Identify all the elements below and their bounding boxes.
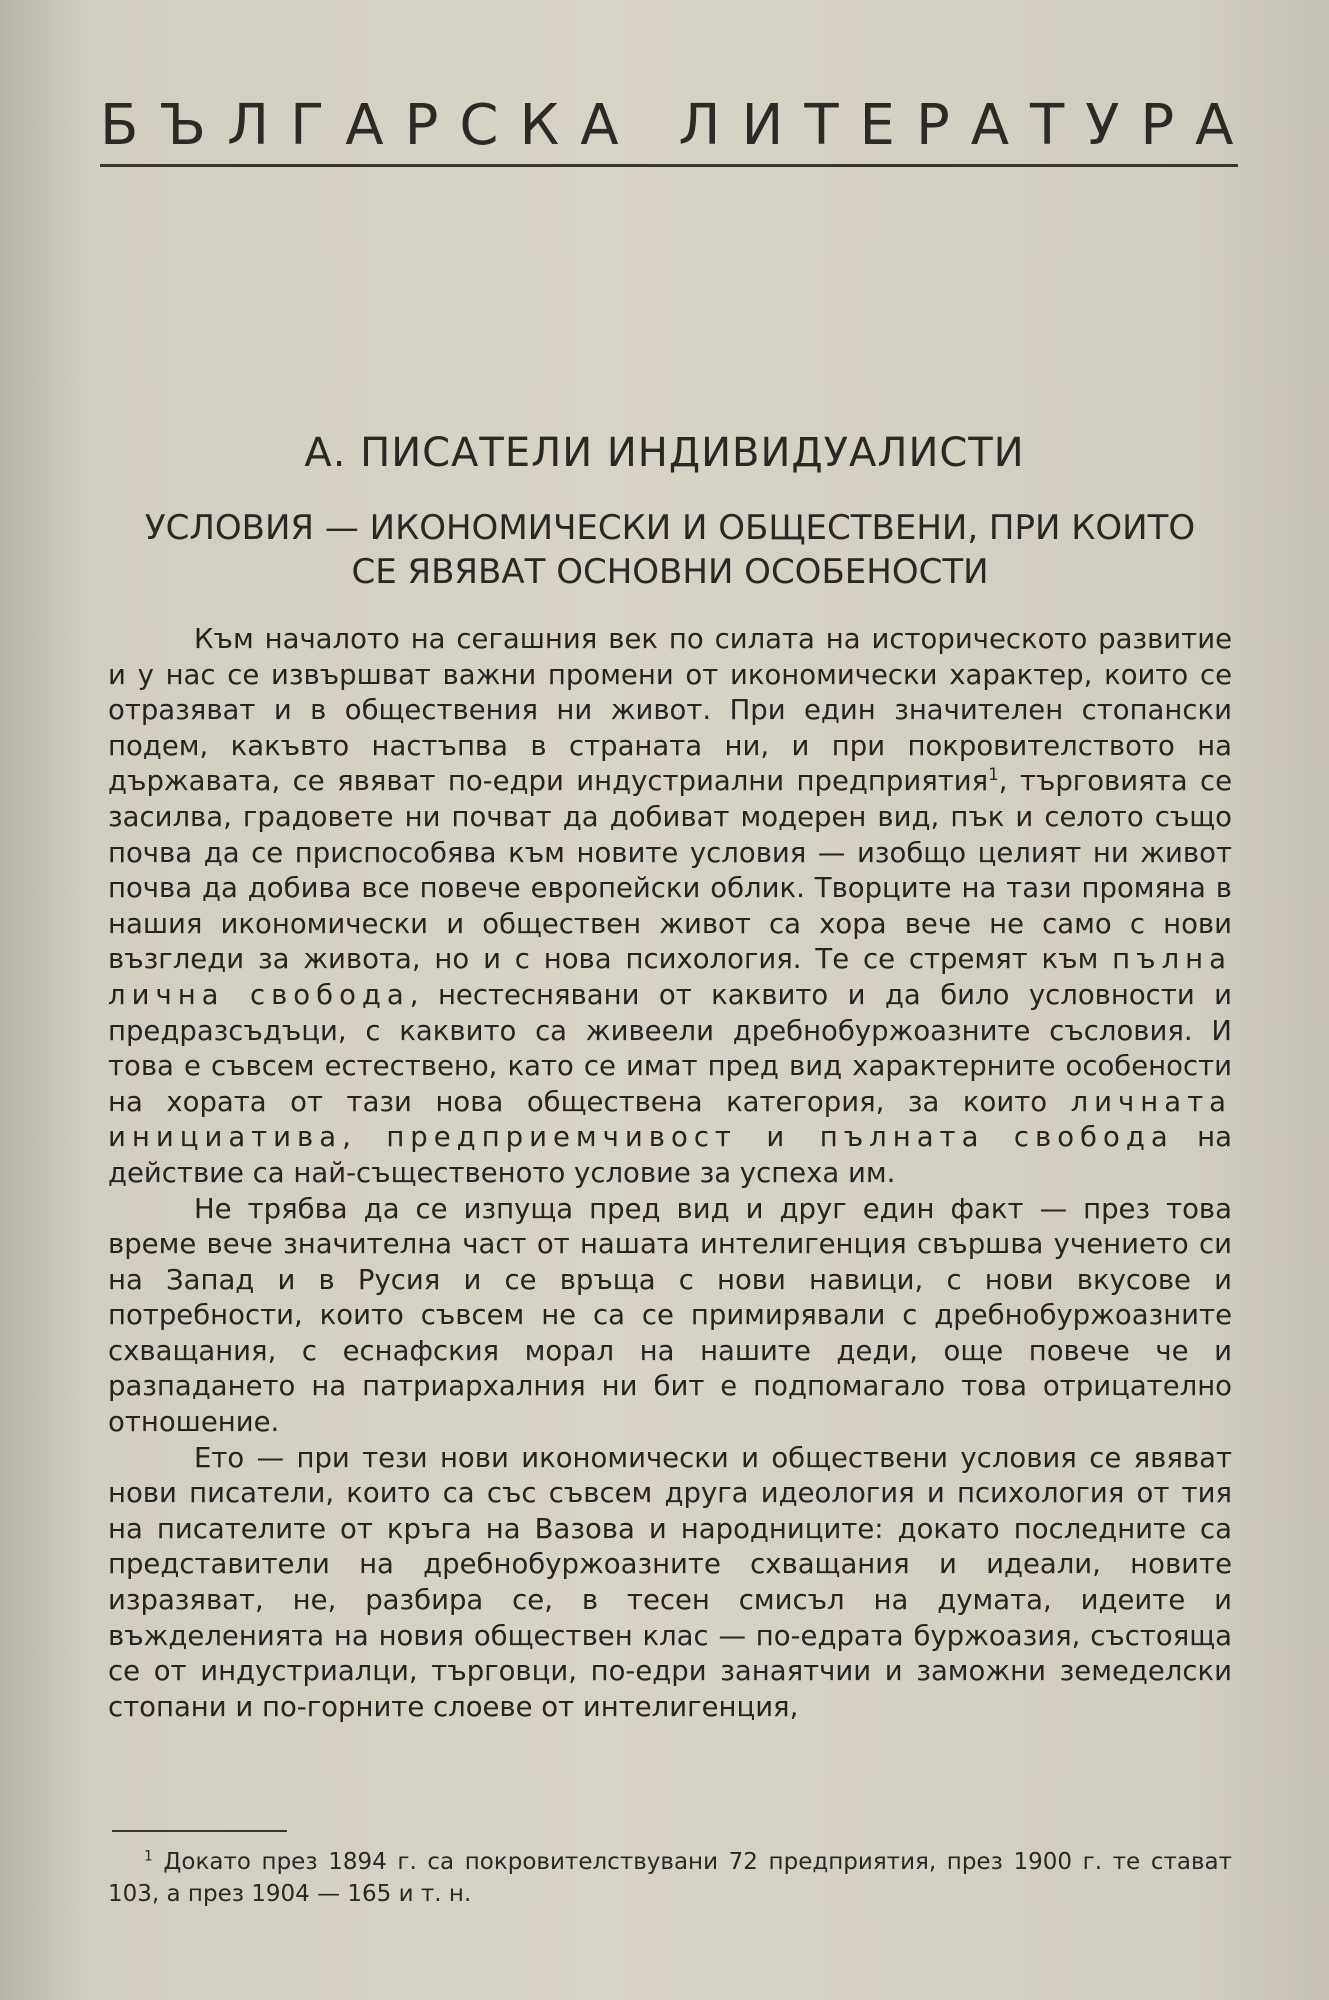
paragraph-3: Ето — при тези нови икономически и обществени условия се явяват нови писатели, които са със съвсем друга идеология и психология от тия на писателите от кръга на Вазова и народниците: докато последните са представители на дребнобуржоазните схващания и идеали, новите изразяват, не, разбира се, в тесен смисъл на думата, идеите и въжделенията на новия обществен клас — по-едрата буржоазия, състояща се от индустриалци, търговци, по-едри занаятчии и заможни земеделски стопани и по-горните слоеве от интелигенция, xyxy=(108,1441,1232,1723)
paragraph-2: Не трябва да се изпуща пред вид и друг един факт — през това време вече значителна част от нашата интелигенция свършва учението си на Запад и в Русия и се връща с нови навици, с нови вкусове и потребности, които съвсем не са се примирявали с дребнобуржоазните схващания, с еснафския морал на нашите деди, още повече че и разпадането на патриархалния ни бит е подпомагало това отрицателно отношение. xyxy=(108,1192,1232,1439)
footnote xyxy=(108,1846,1232,1910)
paragraph-1-part-a: Към началото на сегашния век по силата на историческото развитие и у нас се извършват важни промени от икономически характер, които се отразяват и в обществения ни живот. При един значителен стопански подем, какъвто настъпва в страната ни, и при покровителството на държавата, се явяват по-едри индустриални предприятия xyxy=(108,623,1232,798)
section-subtitle xyxy=(110,506,1230,594)
emphasis-personal-freedom: пълна лична свобода xyxy=(108,943,1232,1011)
paragraph-1 xyxy=(108,622,1232,1192)
subtitle-line-1: УСЛОВИЯ — ИКОНОМИЧЕСКИ И ОБЩЕСТВЕНИ, ПРИ КОИТО xyxy=(144,508,1196,548)
paragraph-1-part-d: на действие са най-същественото условие за успеха им. xyxy=(108,1121,1232,1189)
header-rule xyxy=(100,164,1238,167)
running-header: БЪЛГАРСКА ЛИТЕРАТУРА xyxy=(100,93,1255,158)
paragraph-1-part-c: , нестеснявани от каквито и да било условности и предразсъдъци, с каквито са живеели дребнобуржоазните съсловия. И това е съвсем естествено, като се имат пред вид характерните особености на хората от тази нова обществена категория, за които xyxy=(108,978,1232,1118)
body-text xyxy=(108,622,1232,1725)
footnote-text: Докато през 1894 г. са покровителствувани 72 предприятия, през 1900 г. те стават 103, а през 1904 — 165 и т. н. xyxy=(108,1849,1232,1907)
footnote-reference: 1 xyxy=(988,765,999,785)
emphasis-initiative: личната инициатива, предприемчивост и пълната свобода xyxy=(108,1085,1232,1154)
subtitle-line-2: СЕ ЯВЯВАТ ОСНОВНИ ОСОБЕНОСТИ xyxy=(351,552,989,592)
footnote-mark: 1 xyxy=(144,1848,153,1865)
footnote-paragraph xyxy=(108,1846,1232,1910)
section-title: А. ПИСАТЕЛИ ИНДИВИДУАЛИСТИ xyxy=(304,430,1025,476)
paragraph-1-part-b: , търговията се засилва, градовете ни почват да добиват модерен вид, пък и селото също почва да се приспособява към новите условия — изобщо целият ни живот почва да добива все повече европейски облик. Творците на тази промяна в нашия икономически и обществен живот са хора вече не само с нови възгледи за живота, но и с нова психология. Те се стремят към xyxy=(108,765,1232,976)
footnote-rule xyxy=(112,1830,287,1832)
